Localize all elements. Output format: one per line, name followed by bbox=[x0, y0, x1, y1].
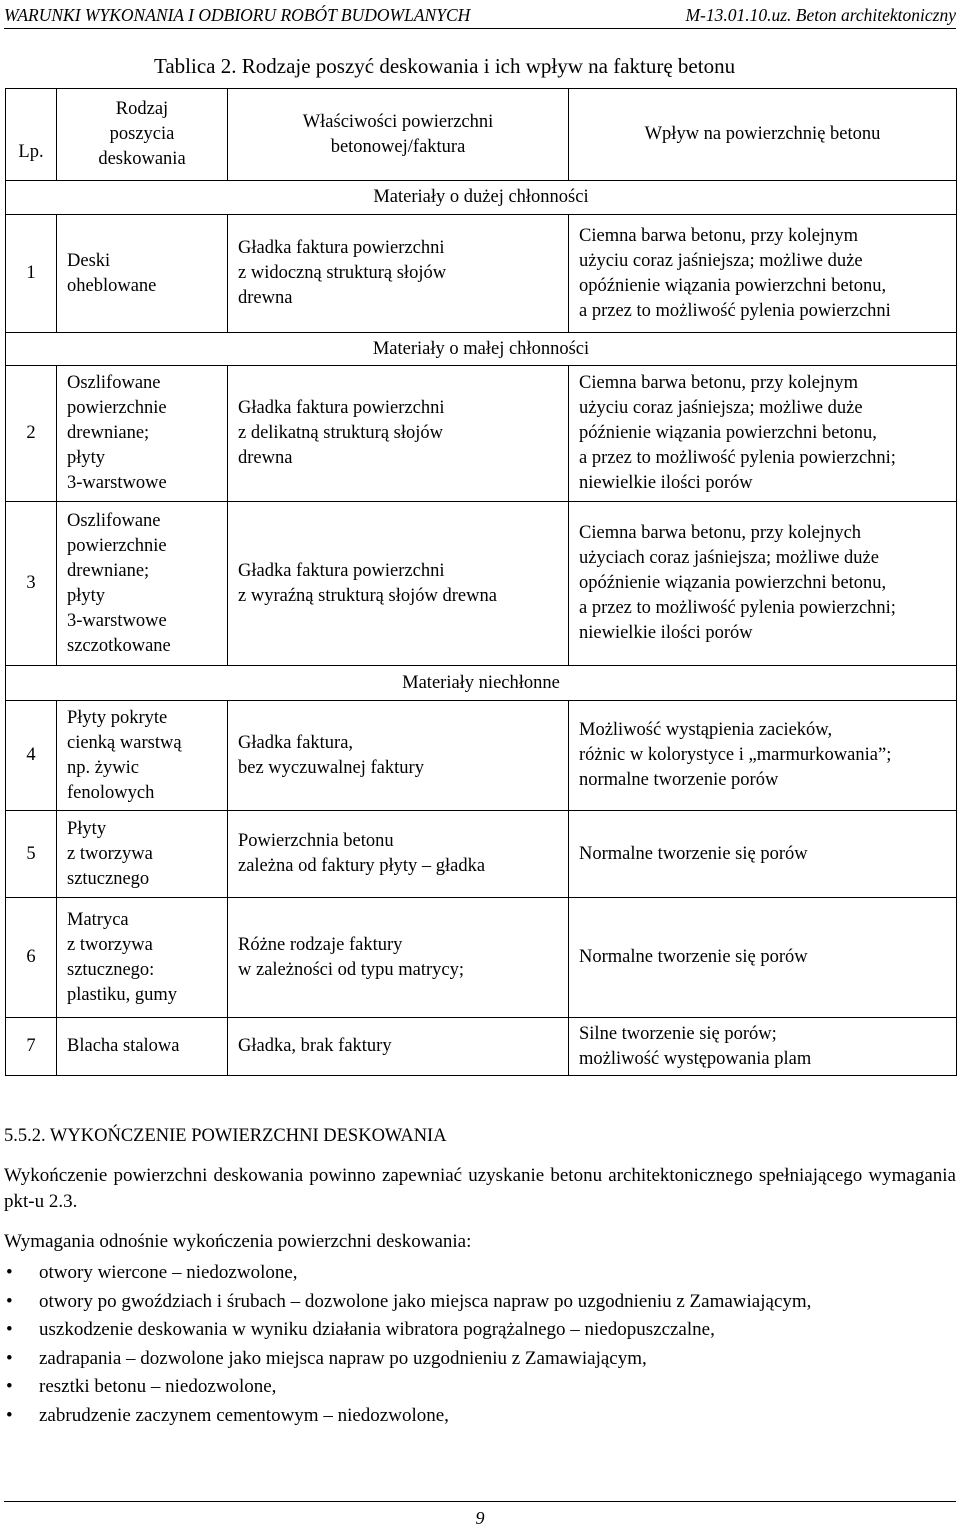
row-wlasciwosci: Gładka, brak faktury bbox=[228, 1018, 569, 1076]
row-wlasciwosci: Powierzchnia betonu zależna od faktury płyty – gładka bbox=[228, 811, 569, 898]
list-item bbox=[4, 1373, 956, 1402]
list-item-text: otwory wiercone – niedozwolone, bbox=[39, 1262, 298, 1283]
table-header-row bbox=[6, 89, 957, 181]
requirements-paragraph: Wymagania odnośnie wykończenia powierzchni deskowania: bbox=[4, 1231, 472, 1252]
header-rodzaj: Rodzaj poszycia deskowania bbox=[57, 89, 228, 181]
row-wplyw: Normalne tworzenie się porów bbox=[569, 811, 957, 898]
table-row bbox=[6, 701, 957, 811]
header-document-code: M-13.01.10.uz. Beton architektoniczny bbox=[685, 5, 956, 25]
section-row bbox=[6, 333, 957, 366]
header-lp: Lp. bbox=[6, 89, 57, 181]
row-lp: 1 bbox=[6, 215, 57, 333]
row-rodzaj: Blacha stalowa bbox=[57, 1018, 228, 1076]
header-wplyw: Wpływ na powierzchnię betonu bbox=[569, 89, 957, 181]
section-niechlonne: Materiały niechłonne bbox=[6, 666, 957, 701]
table-row bbox=[6, 215, 957, 333]
row-lp: 6 bbox=[6, 898, 57, 1018]
page-header bbox=[4, 2, 956, 29]
table-row bbox=[6, 898, 957, 1018]
section-row bbox=[6, 181, 957, 215]
bullet-icon: • bbox=[6, 1262, 13, 1283]
row-lp: 5 bbox=[6, 811, 57, 898]
bullet-icon: • bbox=[6, 1376, 13, 1398]
row-lp: 7 bbox=[6, 1018, 57, 1076]
row-wlasciwosci: Gładka faktura, bez wyczuwalnej faktury bbox=[228, 701, 569, 811]
header-wlasciwosci: Właściwości powierzchni betonowej/faktura bbox=[228, 89, 569, 181]
list-item bbox=[4, 1316, 956, 1345]
list-item-text: otwory po gwoździach i śrubach – dozwolone jako miejsca napraw po uzgodnieniu z Zamawiającym, bbox=[39, 1290, 812, 1312]
bullet-icon: • bbox=[6, 1347, 13, 1369]
page-number: 9 bbox=[475, 1508, 485, 1528]
intro-paragraph: Wykończenie powierzchni deskowania powinno zapewniać uzyskanie betonu architektonicznego spełniającego wymagania pkt-u 2.3. bbox=[4, 1165, 956, 1212]
row-wlasciwosci: Gładka faktura powierzchni z wyraźną strukturą słojów drewna bbox=[228, 502, 569, 666]
row-wplyw: Możliwość wystąpienia zacieków, różnic w kolorystyce i „marmurkowania”; normalne tworzenie porów bbox=[569, 701, 957, 811]
row-wplyw: Silne tworzenie się porów; możliwość występowania plam bbox=[569, 1018, 957, 1076]
row-lp: 4 bbox=[6, 701, 57, 811]
row-wplyw: Ciemna barwa betonu, przy kolejnym użyciu coraz jaśniejsza; możliwe duże opóźnienie wiązania powierzchni betonu, a przez to możliwość pylenia powierzchni bbox=[569, 215, 957, 333]
table-row bbox=[6, 811, 957, 898]
list-item-text: resztki betonu – niedozwolone, bbox=[39, 1376, 277, 1398]
row-rodzaj: Płyty pokryte cienką warstwą np. żywic fenolowych bbox=[57, 701, 228, 811]
header-title: WARUNKI WYKONANIA I ODBIORU ROBÓT BUDOWLANYCH bbox=[4, 5, 471, 25]
row-lp: 3 bbox=[6, 502, 57, 666]
requirements-list bbox=[4, 1259, 956, 1431]
bullet-icon: • bbox=[6, 1404, 13, 1426]
row-wlasciwosci: Gładka faktura powierzchni z delikatną strukturą słojów drewna bbox=[228, 366, 569, 502]
list-item-text: zadrapania – dozwolone jako miejsca napraw po uzgodnieniu z Zamawiającym, bbox=[39, 1347, 647, 1369]
row-rodzaj: Płyty z tworzywa sztucznego bbox=[57, 811, 228, 898]
row-rodzaj: Deski oheblowane bbox=[57, 215, 228, 333]
section-row bbox=[6, 666, 957, 701]
row-rodzaj: Matryca z tworzywa sztucznego: plastiku, gumy bbox=[57, 898, 228, 1018]
bullet-icon: • bbox=[6, 1319, 13, 1341]
row-wplyw: Ciemna barwa betonu, przy kolejnym użyciu coraz jaśniejsza; możliwe duże późnienie wiązania powierzchni betonu, a przez to możliwość pylenia powierzchni; niewielkie ilości porów bbox=[569, 366, 957, 502]
table-row bbox=[6, 1018, 957, 1076]
table-row bbox=[6, 502, 957, 666]
row-wlasciwosci: Gładka faktura powierzchni z widoczną strukturą słojów drewna bbox=[228, 215, 569, 333]
list-item-text: uszkodzenie deskowania w wyniku działania wibratora pogrążalnego – niedopuszczalne, bbox=[39, 1319, 715, 1341]
row-wplyw: Ciemna barwa betonu, przy kolejnych użyciach coraz jaśniejsza; możliwe duże opóźnienie wiązania powierzchni betonu, a przez to możliwość pylenia powierzchni; niewielkie ilości porów bbox=[569, 502, 957, 666]
bullet-icon: • bbox=[6, 1290, 13, 1312]
table-row bbox=[6, 366, 957, 502]
surface-types-table bbox=[5, 88, 957, 1076]
list-item bbox=[4, 1402, 956, 1431]
row-wplyw: Normalne tworzenie się porów bbox=[569, 898, 957, 1018]
row-rodzaj: Oszlifowane powierzchnie drewniane; płyty 3-warstwowe szczotkowane bbox=[57, 502, 228, 666]
section-heading: 5.5.2. WYKOŃCZENIE POWIERZCHNI DESKOWANIA bbox=[4, 1126, 447, 1146]
section-mala-chlonnosc: Materiały o małej chłonności bbox=[6, 333, 957, 366]
section-duza-chlonnosc: Materiały o dużej chłonności bbox=[6, 181, 957, 215]
table-caption: Tablica 2. Rodzaje poszyć deskowania i ich wpływ na fakturę betonu bbox=[154, 54, 736, 78]
list-item bbox=[4, 1288, 956, 1317]
list-item-text: zabrudzenie zaczynem cementowym – niedozwolone, bbox=[39, 1404, 449, 1426]
row-rodzaj: Oszlifowane powierzchnie drewniane; płyty 3-warstwowe bbox=[57, 366, 228, 502]
list-item bbox=[4, 1259, 956, 1288]
row-wlasciwosci: Różne rodzaje faktury w zależności od typu matrycy; bbox=[228, 898, 569, 1018]
footer-divider bbox=[4, 1501, 956, 1502]
row-lp: 2 bbox=[6, 366, 57, 502]
list-item bbox=[4, 1345, 956, 1374]
